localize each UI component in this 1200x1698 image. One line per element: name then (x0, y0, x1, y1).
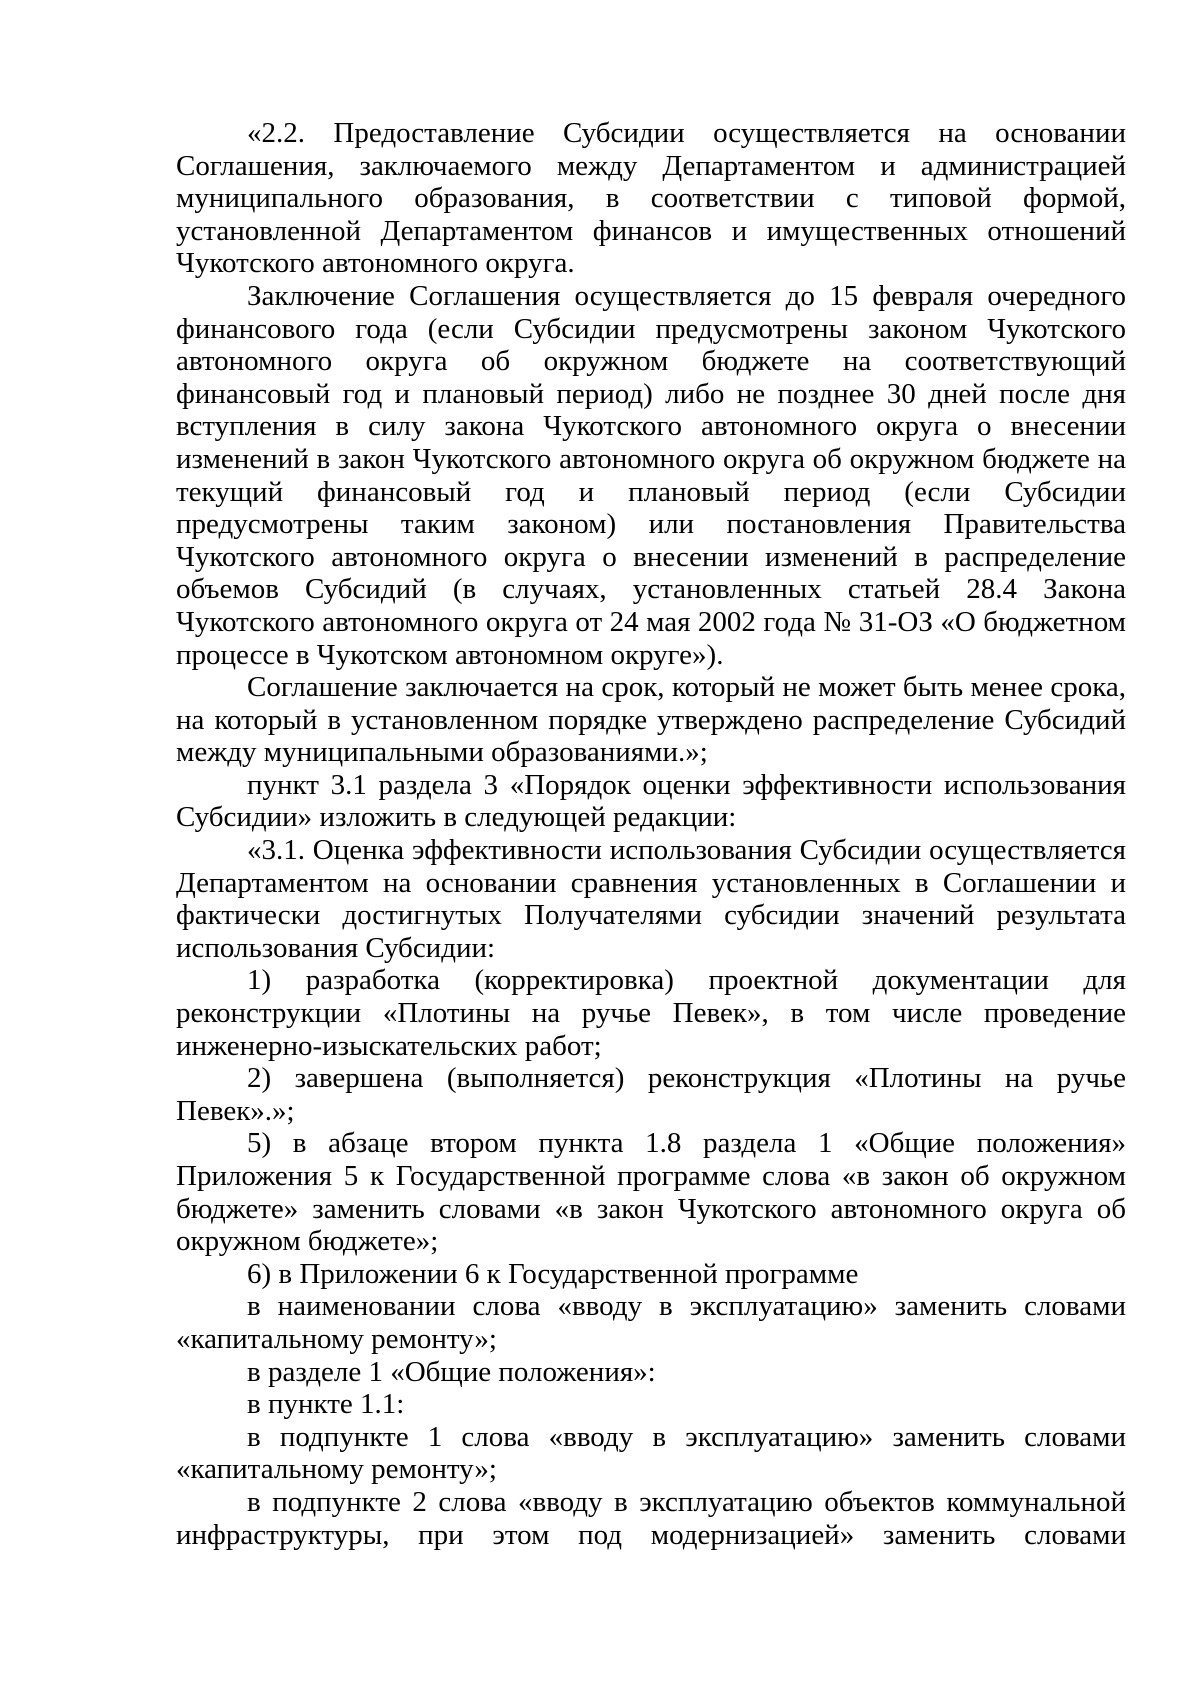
document-body (176, 117, 1126, 1551)
paragraph-subpoint-1: в подпункте 1 слова «вводу в эксплуатацию» заменить словами «капитальному ремонту»; (176, 1420, 1126, 1486)
paragraph-item-6: 6) в Приложении 6 к Государственной программе (247, 1257, 859, 1290)
paragraph-section-1: в разделе 1 «Общие положения»: (247, 1355, 656, 1388)
paragraph-item-5: 5) в абзаце втором пункта 1.8 раздела 1 «Общие положения» Приложения 5 к Государственной программе слова «в закон об окружном бюджете» заменить словами «в закон Чукотского автономного округа об окружном бюджете»; (176, 1127, 1126, 1258)
paragraph-title-change: в наименовании слова «вводу в эксплуатацию» заменить словами «капитальному ремонту»; (176, 1290, 1126, 1355)
paragraph-point-3-1: пункт 3.1 раздела 3 «Порядок оценки эффективности использования Субсидии» изложить в следующей редакции: (176, 768, 1126, 834)
paragraph-agreement-term: Заключение Соглашения осуществляется до 15 февраля очередного финансового года (если Субсидии предусмотрены законом Чукотского автономного округа об окружном бюджете на соответствующий финансовый год и плановый период) либо не позднее 30 дней после дня вступления в силу закона Чукотского автономного округа о внесении изменений в закон Чукотского автономного округа об окружном бюджете на текущий финансовый год и плановый период (если Субсидии предусмотрены таким законом) или постановления Правительства Чукотского автономного округа о внесении изменений в распределение объемов Субсидий (в случаях, установленных статьей 28.4 Закона Чукотского автономного округа от 24 мая 2002 года № 31-ОЗ «О бюджетном процессе в Чукотском автономном округе»). (176, 279, 1126, 671)
paragraph-point-1-1: в пункте 1.1: (247, 1388, 405, 1421)
paragraph-2-2: «2.2. Предоставление Субсидии осуществляется на основании Соглашения, заключаемого между Департаментом и администрацией муниципального образования, в соответствии с типовой формой, установленной Департаментом финансов и имущественных отношений Чукотского автономного округа. (176, 117, 1126, 280)
paragraph-subpoint-2: в подпункте 2 слова «вводу в эксплуатацию объектов коммунальной инфраструктуры, при этом под модернизацией» заменить словами (176, 1485, 1126, 1551)
paragraph-item-2: 2) завершена (выполняется) реконструкция «Плотины на ручье Певек».»; (176, 1062, 1126, 1127)
paragraph-3-1: «3.1. Оценка эффективности использования Субсидии осуществляется Департаментом на основании сравнения установленных в Соглашении и фактически достигнутых Получателями субсидии значений результата использования Субсидии: (176, 834, 1126, 964)
paragraph-agreement-duration: Соглашение заключается на срок, который не может быть менее срока, на который в установленном порядке утверждено распределение Субсидий между муниципальными образованиями.»; (176, 671, 1126, 769)
paragraph-item-1: 1) разработка (корректировка) проектной документации для реконструкции «Плотины на ручье Певек», в том числе проведение инженерно-изыскательских работ; (176, 964, 1126, 1062)
